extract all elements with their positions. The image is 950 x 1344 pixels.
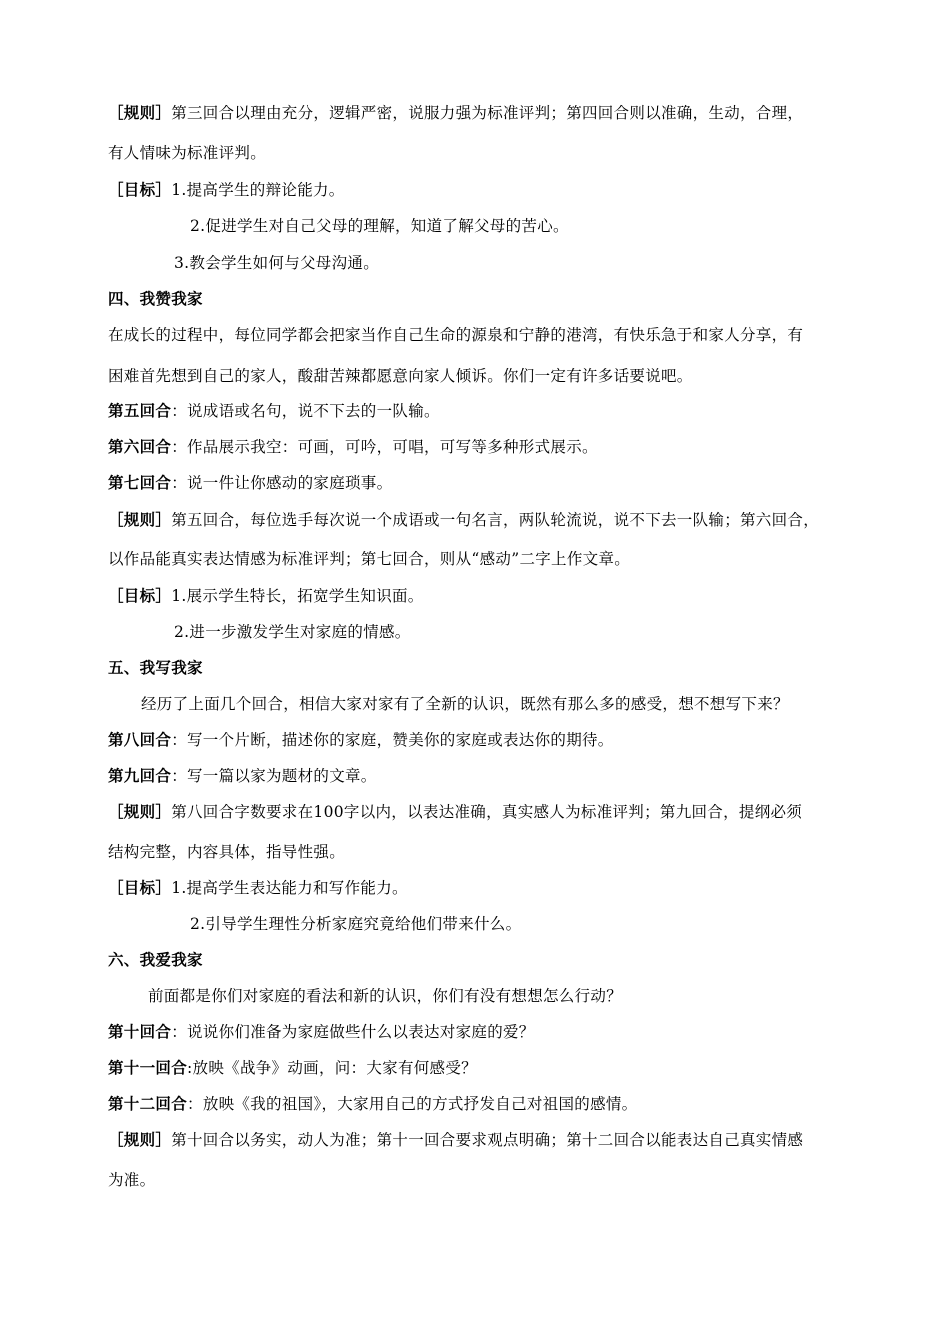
- goal-label: ［目标］: [108, 879, 172, 897]
- goal-item: 1.提高学生表达能力和写作能力。: [171, 879, 408, 897]
- rule-text: 第五回合，每位选手每次说一个成语或一句名言，两队轮流说，说不下去一队输；第六回合，: [171, 511, 820, 529]
- round-label: 第六回合: [108, 438, 172, 456]
- round-item: [108, 730, 614, 750]
- rule-text-continued: 结构完整，内容具体，指导性强。: [108, 843, 346, 861]
- rule-text: 第十回合以务实，动人为准；第十一回合要求观点明确；第十二回合以能表达自己真实情感: [171, 1131, 804, 1149]
- goal-item: 2.促进学生对自己父母的理解，知道了解父母的苦心。: [190, 217, 569, 235]
- round-label: 第八回合: [108, 731, 172, 749]
- goal-item: 2.进一步激发学生对家庭的情感。: [174, 623, 411, 641]
- round-text: ：写一个片断，描述你的家庭，赞美你的家庭或表达你的期待。: [171, 731, 614, 749]
- round-label: 第十回合: [108, 1023, 172, 1041]
- rule-text: 第八回合字数要求在100字以内，以表达准确，真实感人为标准评判；第九回合，提纲必须: [171, 803, 803, 821]
- round-item: [108, 1058, 477, 1078]
- round-label: 第九回合: [108, 767, 172, 785]
- round-text: ：说一件让你感动的家庭琐事。: [171, 474, 393, 492]
- rule-paragraph: [108, 510, 819, 530]
- goal-item: 1.展示学生特长，拓宽学生知识面。: [171, 587, 424, 605]
- round-label: 第七回合: [108, 474, 172, 492]
- rule-label: ［规则］: [108, 511, 172, 529]
- goal-item: 3.教会学生如何与父母沟通。: [174, 254, 379, 272]
- goal-paragraph: [108, 586, 424, 606]
- rule-paragraph: [108, 103, 803, 123]
- intro-paragraph: 经历了上面几个回合，相信大家对家有了全新的认识，既然有那么多的感受，想不想写下来？: [141, 695, 789, 713]
- round-text: ：说成语或名句，说不下去的一队输。: [171, 402, 440, 420]
- rule-label: ［规则］: [108, 104, 172, 122]
- goal-paragraph: [108, 878, 408, 898]
- round-text: ：写一篇以家为题材的文章。: [171, 767, 377, 785]
- goal-label: ［目标］: [108, 587, 172, 605]
- round-text: ：说说你们准备为家庭做些什么以表达对家庭的爱？: [171, 1023, 535, 1041]
- round-label: 第十二回合: [108, 1095, 188, 1113]
- section-heading: 四、我赞我家: [108, 290, 203, 308]
- rule-text: 第三回合以理由充分，逻辑严密，说服力强为标准评判；第四回合则以准确，生动，合理，: [171, 104, 804, 122]
- rule-text-continued: 有人情味为标准评判。: [108, 144, 267, 162]
- goal-item: 2.引导学生理性分析家庭究竟给他们带来什么。: [190, 915, 522, 933]
- round-item: [108, 1094, 637, 1114]
- intro-paragraph-continued: 困难首先想到自己的家人，酸甜苦辣都愿意向家人倾诉。你们一定有许多话要说吧。: [108, 367, 693, 385]
- goal-item: 1.提高学生的辩论能力。: [171, 181, 345, 199]
- round-item: [108, 1022, 535, 1042]
- rule-text-continued: 为准。: [108, 1171, 156, 1189]
- round-label: 第五回合: [108, 402, 172, 420]
- round-item: [108, 401, 440, 421]
- section-heading: 五、我写我家: [108, 659, 203, 677]
- intro-paragraph: 前面都是你们对家庭的看法和新的认识，你们有没有想想怎么行动？: [148, 987, 623, 1005]
- round-text: ：放映《我的祖国》，大家用自己的方式抒发自己对祖国的感情。: [187, 1095, 638, 1113]
- rule-paragraph: [108, 1130, 803, 1150]
- goal-paragraph: [108, 180, 345, 200]
- rule-label: ［规则］: [108, 1131, 172, 1149]
- section-heading: 六、我爱我家: [108, 951, 203, 969]
- rule-paragraph: [108, 802, 802, 822]
- goal-label: ［目标］: [108, 181, 172, 199]
- round-item: [108, 437, 598, 457]
- round-item: [108, 473, 392, 493]
- round-label: 第十一回合: [108, 1059, 188, 1077]
- round-text: ：作品展示我空：可画，可吟，可唱，可写等多种形式展示。: [171, 438, 598, 456]
- rule-text-continued: 以作品能真实表达情感为标准评判；第七回合，则从“感动”二字上作文章。: [108, 550, 631, 568]
- round-text: :放映《战争》动画，问：大家有何感受？: [187, 1059, 477, 1077]
- rule-label: ［规则］: [108, 803, 172, 821]
- intro-paragraph: 在成长的过程中，每位同学都会把家当作自己生命的源泉和宁静的港湾，有快乐急于和家人分享，有: [108, 326, 804, 344]
- round-item: [108, 766, 377, 786]
